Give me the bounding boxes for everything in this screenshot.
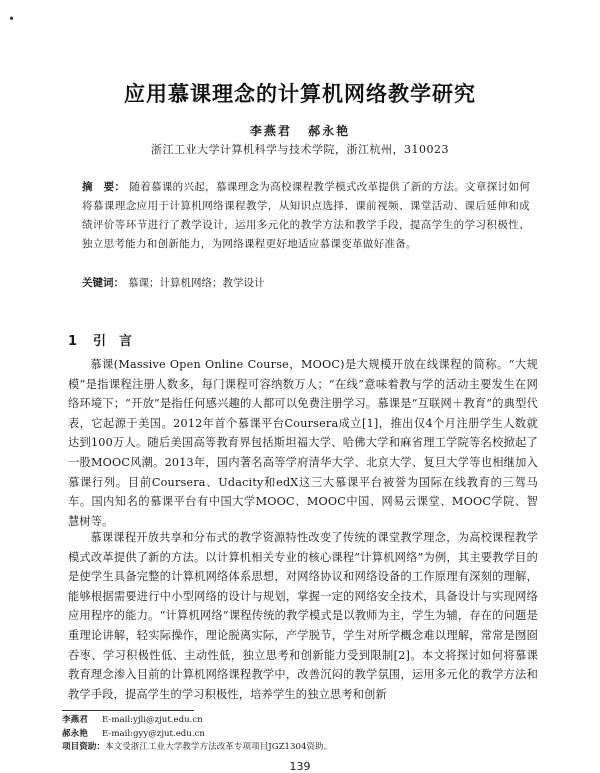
abstract-label: 摘 要： [82,181,126,193]
footnote-name: 李燕君 [62,715,88,725]
body-paragraph-1 [68,355,538,531]
keywords [82,274,530,293]
abstract [82,178,530,254]
footnote-text: 本文受浙江工业大学教学方法改革专项项目JGZ1304资助。 [104,742,333,752]
keywords-text: 慕课；计算机网络；教学设计 [128,277,265,289]
section-heading [68,330,132,349]
section-title: 引 言 [93,334,133,349]
keywords-label: 关键词： [82,277,124,289]
paragraph-text: 慕课课程开放共享和分布式的教学资源特性改变了传统的课堂教学理念，为高校课程教学模式改革提供了新的方法。以计算机相关专业的核心课程“计算机网络”为例，其主要教学目的是使学生具备完整的计算机网络体系思想，对网络协议和网络设备的工作原理有深刻的理解，能够根据需要进行中小型网络的设计与规划，掌握一定的网络安全技术，具备设计与实现网络应用程序的能力。“计算机网络”课程传统的教学模式是以教师为主，学生为辅，存在的问题是重理论讲解，轻实际操作，理论脱离实际，产学脱节，学生对所学概念难以理解，常常是囫囵吞枣、学习积极性低、主动性低，独立思考和创新能力受到限制[2]。本文将探讨如何将慕课教育理念渗入目前的计算机网络课程教学中，改善沉闷的教学氛围，运用多元化的教学方法和教学手段，提高学生的学习积极性，培养学生的独立思考和创新 [68,531,538,701]
paragraph-text: 慕课(Massive Open Online Course，MOOC)是大规模开放在线课程的简称。“大规模”是指课程注册人数多，每门课程可容纳数万人；“在线”意味着教与学的活动主要发生在网络环境下；“开放”是指任何感兴趣的人都可以免费注册学习。慕课是“互联网＋教育”的典型代表，它起源于美国。2012年首个慕课平台Coursera成立[1]，推出仅4个月注册学生人数就达到100万人。随后美国高等教育界包括斯坦福大学、哈佛大学和麻省理工学院等名校掀起了一股MOOC风潮。2013年，国内著名高等学府清华大学、北京大学、复旦大学等也相继加入慕课行列。目前Coursera、Udacity和edX这三大慕课平台被誉为国际在线教育的三驾马车。国内知名的慕课平台有中国大学MOOC、MOOC中国、网易云课堂、MOOC学院、智慧树等。 [68,358,538,528]
footnote-name: 郝永艳 [62,728,88,739]
footnote-name: 项目资助： [62,742,105,752]
section-number: 1 [68,334,78,349]
footnote-item [62,714,542,728]
corner-mark: • [8,12,16,26]
page-number: 139 [289,760,311,773]
paper-title: 应用慕课理念的计算机网络教学研究 [124,82,476,106]
body-paragraph-2 [68,528,538,704]
abstract-text: 随着慕课的兴起，慕课理念为高校课程教学模式改革提供了新的方法。文章探讨如何将慕课理念应用于计算机网络课程教学，从知识点选择、课前视频、课堂活动、课后延伸和成绩评价等环节进行了教学设计，运用多元化的教学方法和教学手段，提高学生的学习积极性、独立思考能力和创新能力，为网络课程更好地适应慕课变革做好准备。 [82,181,530,250]
footnote-item [62,728,542,742]
footnotes [62,714,542,755]
footnote-item [62,741,542,755]
footnote-text: E-mail:yjli@zjut.edu.cn [102,715,203,725]
footnote-text: E-mail:gyy@zjut.edu.cn [102,728,205,739]
affiliation: 浙江工业大学计算机科学与技术学院，浙江杭州，310023 [151,143,449,156]
footnote-divider [62,710,194,711]
authors: 李燕君 郝永艳 [249,124,351,138]
